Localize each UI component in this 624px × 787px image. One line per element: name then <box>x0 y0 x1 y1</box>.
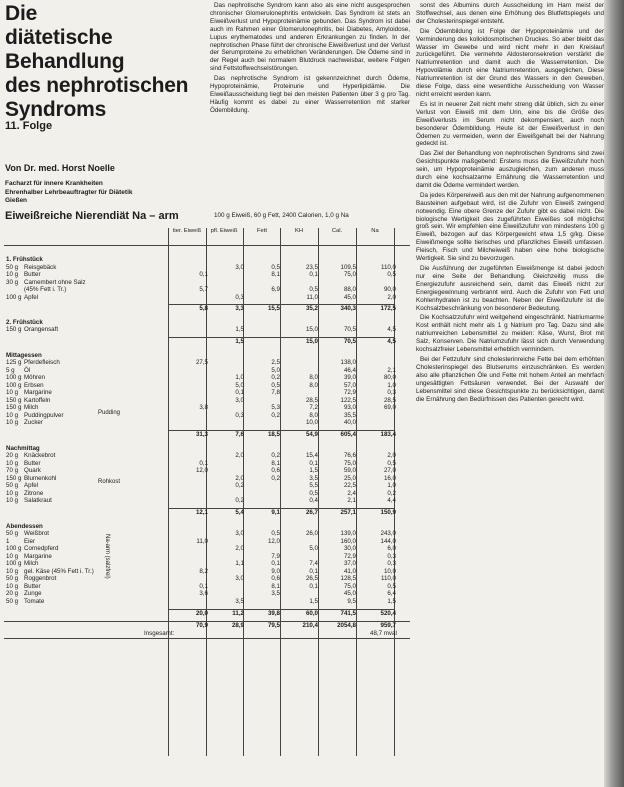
table-cell: 0,2 <box>271 411 280 419</box>
column-header: KH <box>294 228 304 234</box>
food-name: Öl <box>24 366 31 374</box>
affiliation-line: Facharzt für innere Krankheiten <box>5 180 103 187</box>
table-cell: 11,0 <box>306 293 318 301</box>
quantity: 50 g <box>6 575 19 583</box>
quantity: 10 g <box>6 497 19 505</box>
table-cell: 75,0 <box>343 271 356 279</box>
paragraph: Bei der Fettzufuhr sind cholesterinreiche Fette bei dem erhöhten Cholesterinspiegel des Blutserums einzuschränken. Es werden also alle pflanzlichen Öle und Fette mit hohem Anteil an mehrfach ungesättigten Fettsäuren verwendet. Bei der Auswahl der Lebensmittel sind diese Gesichtspunkte zu berücksichtigen, damit die Ernährung den Bedürfnissen des Patienten gerecht wird. <box>416 355 604 403</box>
table-cell: 9,0 <box>271 567 280 575</box>
author-line: Von Dr. med. Horst Noelle <box>5 163 115 173</box>
quantity: 100 g <box>6 545 22 553</box>
table-cell: 520,4 <box>380 609 396 617</box>
food-name: Tomate <box>24 598 45 605</box>
table-cell: 183,4 <box>380 431 396 438</box>
table-cell: 3,0 <box>235 575 244 583</box>
table-cell: 0,2 <box>271 452 280 460</box>
table-row <box>4 338 410 346</box>
table-cell: 75,0 <box>343 582 356 590</box>
table-cell: 5,0 <box>235 381 244 389</box>
table-cell: 80,0 <box>383 374 396 382</box>
food-name: Salatkraut <box>24 497 52 505</box>
quantity: 10 g <box>6 567 19 575</box>
table-cell: 1,5 <box>309 467 318 475</box>
table-cell: 8,1 <box>271 582 280 590</box>
paragraph: Die Ödembildung ist Folge der Hypoproteinämie und der Verminderung des kolloidosmotischen Druckes. So aber bleibt das Wasser im Gewebe und wird nicht mehr in den Kreislauf zurückgeführt. Die vermehrte Aldosteronsekretion verstärkt die Natriumretention und damit auch die Wasserretention. Die Hypovolämie durch eine Natriumretention, ausgeglichen, Diese Natriumretention ist der Grund des Wassers in den Geweben, diese Folge, dass eine wesentliche Ausscheidung von Wasser nicht erreicht werden kann. <box>416 27 604 98</box>
table-cell: 20,0 <box>195 609 208 617</box>
table-cell: 35,5 <box>343 411 356 419</box>
table-cell: 0,2 <box>235 497 244 505</box>
quantity: 5 g <box>6 366 15 374</box>
food-name: Zucker <box>24 419 43 427</box>
food-name: Puddingpulver <box>24 411 64 419</box>
table-cell: 110,0 <box>380 575 396 583</box>
food-name: Butter <box>24 459 41 467</box>
quantity: 100 g <box>6 560 22 568</box>
table-cell: 144,0 <box>380 537 396 545</box>
food-name: Weißbrot <box>24 530 49 538</box>
table-cell: 0,6 <box>271 467 280 475</box>
table-cell: 139,0 <box>340 530 356 538</box>
table-cell: 128,5 <box>340 575 356 583</box>
food-name: Margarine <box>24 552 52 560</box>
table-row <box>4 509 410 517</box>
table-cell: 26,0 <box>305 530 318 538</box>
quantity: 10 g <box>6 419 19 427</box>
food-name: Zitrone <box>24 489 44 497</box>
table-cell: 0,2 <box>235 482 244 490</box>
table-cell: 6,0 <box>387 545 396 553</box>
quantity: 125 g <box>6 359 22 367</box>
table-cell: 12,0 <box>267 537 280 545</box>
table-cell: 28,5 <box>383 396 396 404</box>
table-row <box>4 305 410 313</box>
table-cell: 72,9 <box>343 552 356 560</box>
table-bottom-rule <box>4 638 410 639</box>
table-cell: 340,3 <box>340 305 356 313</box>
table-cell: 76,6 <box>343 452 356 460</box>
meal-title: Mittagessen <box>6 351 42 359</box>
quantity: 150 g <box>6 326 22 334</box>
table-cell: 9,1 <box>271 508 280 516</box>
meal-title: 2. Frühstück <box>6 318 43 326</box>
table-cell: 0,1 <box>309 271 318 279</box>
table-cell: 7,4 <box>309 560 318 568</box>
table-cell: 0,1 <box>199 459 208 467</box>
meal-title: Nachmittag <box>6 444 40 452</box>
food-name: Camembert ohne Salz <box>24 278 86 286</box>
table-cell: 79,5 <box>267 622 280 630</box>
table-cell: 160,0 <box>340 537 356 545</box>
title-line: des nephrotischen <box>5 74 189 97</box>
table-cell: 0,5 <box>309 489 318 497</box>
table-cell: 2054,8 <box>337 622 356 630</box>
table-cell: 8,1 <box>271 459 280 467</box>
quantity: 30 g <box>6 278 19 286</box>
author-affiliation <box>5 180 205 206</box>
table-cell: 1,5 <box>235 326 244 334</box>
table-cell: 75,0 <box>343 459 356 467</box>
table-cell: 0,2 <box>387 489 396 497</box>
quantity: 10 g <box>6 552 19 560</box>
column-header: Na <box>371 228 379 234</box>
food-name: Pferdefleisch <box>24 359 60 367</box>
table-cell: 3,5 <box>235 598 244 605</box>
table-cell: 4,4 <box>387 497 396 505</box>
table-cell: 28,9 <box>231 622 244 630</box>
table-cell: 3,8 <box>199 404 208 412</box>
table-cell: 8,1 <box>271 271 280 279</box>
food-name: Erbsen <box>24 381 44 389</box>
table-cell: 5,4 <box>235 508 244 516</box>
food-name: Möhren <box>24 374 45 382</box>
title-line: diätetische Behandlung <box>5 26 125 73</box>
table-cell: 150,9 <box>380 508 396 516</box>
food-name: Milch <box>24 560 39 568</box>
quantity: 10 g <box>6 459 19 467</box>
table-cell: 3,3 <box>235 305 244 313</box>
bracket-label: Rohkost <box>98 478 121 485</box>
table-cell: 26,5 <box>305 575 318 583</box>
quantity: 70 g <box>6 467 19 475</box>
table-cell: 5,8 <box>199 305 208 313</box>
table-cell: 257,1 <box>340 508 356 516</box>
food-name: Apfel <box>24 293 39 301</box>
column-header: Fett <box>257 228 267 234</box>
page-edge <box>604 0 624 787</box>
table-cell: 5,7 <box>199 286 208 294</box>
table-cell: 40,0 <box>343 419 356 427</box>
table-cell: 72,9 <box>343 389 356 397</box>
table-cell: 57,0 <box>343 381 356 389</box>
table-cell: 0,1 <box>309 567 318 575</box>
table-cell: 2,0 <box>235 474 244 482</box>
table-cell: 7,6 <box>235 431 244 438</box>
food-name: Eier <box>24 537 36 545</box>
paragraph: Es ist in neuerer Zeit nicht mehr streng diät üblich, sich zu einer Verlust von Eiweiß mit dem Urin, eine bis die Größe des Eiweißverlusts im Serum nicht dekompensiert, auch noch besonderer Ödembildung. Heute ist der Eiweißverlust in den Ödemen zu vermeiden, wenn der Eiweißgehalt bei der Nahrung gedeckt ist. <box>416 100 604 148</box>
table-row <box>4 598 410 606</box>
table-cell: 31,3 <box>195 431 208 438</box>
table-cell: 2,0 <box>235 545 244 553</box>
table-cell: 2,1 <box>387 366 396 374</box>
table-row <box>4 610 410 618</box>
table-cell: 18,5 <box>267 431 280 438</box>
table-cell: 0,1 <box>271 560 280 568</box>
quantity: 150 g <box>6 474 22 482</box>
title-line: Die <box>5 2 38 25</box>
table-cell: 0,3 <box>387 552 396 560</box>
table-cell: 122,5 <box>340 396 356 404</box>
table-cell: 0,1 <box>199 582 208 590</box>
table-cell: 0,6 <box>271 575 280 583</box>
table-cell: 2,1 <box>347 497 356 505</box>
table-cell: 70,9 <box>195 622 208 630</box>
table-cell: 22,5 <box>343 482 356 490</box>
table-cell: 7,2 <box>309 404 318 412</box>
table-cell: 2,0 <box>235 452 244 460</box>
table-heading: Eiweißreiche Nierendiät Na – arm <box>5 210 179 222</box>
table-cell: 605,4 <box>340 431 356 438</box>
table-cell: 741,5 <box>340 609 356 617</box>
table-cell: 15,4 <box>305 452 318 460</box>
quantity: 150 g <box>6 404 22 412</box>
table-cell: 39,8 <box>267 609 280 617</box>
table-cell: 16,0 <box>383 474 396 482</box>
table-cell: 25,0 <box>343 474 356 482</box>
table-cell: 15,0 <box>305 326 318 334</box>
table-cell: 210,4 <box>302 622 318 630</box>
table-row <box>4 294 410 302</box>
table-cell: 1,1 <box>235 560 244 568</box>
table-cell: 3,0 <box>235 396 244 404</box>
table-cell: 2,4 <box>347 489 356 497</box>
table-cell: 90,0 <box>383 286 396 294</box>
paragraph: Das nephrotische Syndrom kann also als eine nicht ausgesprochen chronischer Glomerulonephritis entwickeln. Das Syndrom ist stets an Eiweißverlust und Hypoproteinämie gebunden. Das Syndrom ist dabei auch im Rahmen einer Glomerulonephritis, bei Diabetes, Amyloidose, Lupus erythematodes und anderen Erkrankungen zu finden. In der nephrotischen Phase führt der chronische Eiweißverlust und der Verlust der Serumproteine zu erheblichen Veränderungen. Die Ödeme sind in der Regel auch bei normalem Blutdruck nachweisbar, weitere Folgen sind Fettstoffwechselstörungen. <box>210 2 410 73</box>
table-cell: 26,7 <box>305 508 318 516</box>
quantity: 100 g <box>6 381 22 389</box>
table-cell: 8,0 <box>309 381 318 389</box>
table-cell: 11,2 <box>232 609 244 617</box>
quantity: 100 g <box>6 374 22 382</box>
table-cell: 10,0 <box>305 419 318 427</box>
table-cell: 45,0 <box>343 590 356 598</box>
quantity: 1 <box>6 537 10 545</box>
food-name: Blumenkohl <box>24 474 57 482</box>
table-cell: 0,2 <box>271 374 280 382</box>
table-cell: 5,3 <box>271 404 280 412</box>
food-name: Margarine <box>24 389 52 397</box>
table-cell: 0,5 <box>271 530 280 538</box>
table-cell: 0,1 <box>309 459 318 467</box>
table-cell: 46,4 <box>343 366 356 374</box>
table-cell: 5,5 <box>309 482 318 490</box>
table-cell: 1,0 <box>387 381 396 389</box>
table-cell: 35,2 <box>305 305 318 313</box>
table-cell: 1,0 <box>387 482 396 490</box>
food-name: gel. Käse (45% Fett i. Tr.) <box>24 567 94 575</box>
table-cell: 27,0 <box>383 467 396 475</box>
table-cell: 8,0 <box>309 411 318 419</box>
table-cell: 0,3 <box>235 411 244 419</box>
table-cell: 8,2 <box>199 567 208 575</box>
table-cell: 4,5 <box>387 326 396 334</box>
quantity: 150 g <box>6 396 22 404</box>
table-cell: 41,0 <box>343 567 356 575</box>
food-name: Milch <box>24 404 39 412</box>
table-cell: 3,6 <box>199 590 208 598</box>
table-cell: 8,0 <box>309 374 318 382</box>
table-cell: 23,5 <box>305 263 318 271</box>
table-cell: 3,0 <box>235 530 244 538</box>
affiliation-line: Gießen <box>5 197 28 204</box>
paragraph: Die Ausführung der zugeführten Eiweißmenge ist dabei jedoch nur eine Seite der Behandlung. Gleichzeitig muss die Energiezufuhr ausreichend sein, damit das Eiweiß nicht zur Energiegewinnung verbrannt wird. Auch die Zufuhr von Fett und Kohlenhydraten ist zu beachten. Neben der Eiweißzufuhr ist die Kochsalzbeschränkung von besonderer Bedeutung. <box>416 265 604 312</box>
quantity: 20 g <box>6 452 19 460</box>
table-cell: 0,5 <box>387 459 396 467</box>
table-cell: 1,5 <box>387 598 396 605</box>
table-cell: 60,0 <box>305 609 318 617</box>
table-cell: 0,2 <box>271 474 280 482</box>
table-cell: 39,0 <box>343 374 356 382</box>
table-cell: 3,5 <box>271 590 280 598</box>
table-cell: 37,0 <box>343 560 356 568</box>
table-cell: 30,0 <box>343 545 356 553</box>
table-cell: 2,0 <box>387 452 396 460</box>
table-cell: 0,1 <box>309 582 318 590</box>
column-header: pfl. Eiweiß <box>210 228 238 234</box>
table-cell: 45,0 <box>343 293 356 301</box>
table-cell: 10,0 <box>383 567 396 575</box>
table-cell: 1,5 <box>235 337 244 345</box>
table-cell: 0,3 <box>235 293 244 301</box>
quantity: 10 g <box>6 389 19 397</box>
column-header: tier. Eiweiß <box>172 228 202 234</box>
title-line: Syndroms <box>5 98 107 121</box>
food-name: Roggenbrot <box>24 575 57 583</box>
column-header: Cal. <box>331 228 343 234</box>
table-cell: 2,0 <box>387 293 396 301</box>
table-cell: 1,0 <box>235 374 244 382</box>
table-cell: 3,5 <box>309 474 318 482</box>
paragraph: sonst des Albumins durch Ausscheidung im Harn meist der Stoffwechsel, aus denen eine Erhöhung des Blutfettspiegels und der Cholesterinspiegel entsteht. <box>416 2 604 25</box>
quantity: 10 g <box>6 582 19 590</box>
table-cell: 5,0 <box>271 366 280 374</box>
table-cell: 1,5 <box>309 598 318 605</box>
table-row <box>4 431 410 439</box>
quantity: 100 g <box>6 293 22 301</box>
table-cell: 0,1 <box>235 389 244 397</box>
table-cell: 6,9 <box>271 286 280 294</box>
quantity: 10 g <box>6 271 19 279</box>
food-name: Zunge <box>24 590 42 598</box>
text-column-3 <box>416 2 604 787</box>
table-cell: 2,5 <box>271 359 280 367</box>
table-cell: 12,0 <box>195 467 208 475</box>
bracket-label: Pudding <box>98 410 121 417</box>
table-cell: 4,5 <box>387 337 396 345</box>
food-name: Apfel <box>24 482 39 490</box>
food-name: Knäckebrot <box>24 452 56 460</box>
table-row <box>4 326 410 334</box>
table-cell: 959,7 <box>380 622 396 630</box>
paragraph: Das Ziel der Behandlung von nephrotischen Syndroms sind zwei Gesichtspunkte maßgebend: Erstens muss die Eiweißzufuhr hoch sein, um Hypoproteinämie auszugleichen, zum anderen muss durch eine kochsalzarme Ernährung die Wasserretention und damit die Ödeme vermindert werden. <box>416 150 604 189</box>
table-cell: 11,0 <box>196 537 208 545</box>
table-cell: 109,5 <box>340 263 356 271</box>
table-cell: 0,3 <box>387 389 396 397</box>
table-cell: 70,5 <box>343 326 356 334</box>
table-cell: 0,4 <box>309 497 318 505</box>
table-cell: 9,5 <box>347 598 356 605</box>
table-cell: 0,5 <box>309 286 318 294</box>
table-row <box>4 419 410 427</box>
table-cell: 0,3 <box>387 560 396 568</box>
quantity: 50 g <box>6 482 19 490</box>
table-cell: 243,0 <box>380 530 396 538</box>
paragraph: Da jedes Körpereiweiß aus den mit der Nahrung aufgenommenen Bausteinen aufgebaut wird, ist die Zufuhr von Eiweiß zwingend notwendig. Eine obere Grenze der Zufuhr gibt es dabei nicht. Die biologische Wertigkeit des zugeführten Eiweißes soll möglichst groß sein. Wir empfehlen eine Eiweißzufuhr von mindestens 100 g Eiweiß, bezogen auf das Körpergewicht etwa 1,5 g/kg. Diese Eiweißmenge sollte tierisches und pflanzliches Eiweiß umfassen. Fleisch, Fisch und Milcheiweiß haben eine hohe biologische Wertigkeit. Sie sind zu bevorzugen. <box>416 191 604 263</box>
food-name: (45% Fett i. Tr.) <box>24 286 67 294</box>
paragraph: Das nephrotische Syndrom ist gekennzeichnet durch Ödeme, Hypoproteinämie, Proteinurie und Hyperlipidämie. Die Eiweißausscheidung liegt bei den meisten Patienten über 3 g pro Tag. Häufig kommt es dabei zu einer Wasserretention mit starker Ödembildung. <box>210 75 410 114</box>
table-cell: 54,9 <box>305 431 318 438</box>
table-cell: 15,0 <box>305 337 318 345</box>
affiliation-line: Ehrenhalber Lehrbeauftragter für Diätetik <box>5 188 133 196</box>
table-row <box>4 630 410 638</box>
table-cell: 172,5 <box>380 305 396 313</box>
table-cell: 27,5 <box>195 359 208 367</box>
table-cell: 0,5 <box>387 582 396 590</box>
side-label: Na-arm (salzfrei) <box>104 534 110 579</box>
food-name: Quark <box>24 467 41 475</box>
table-cell: 88,0 <box>343 286 356 294</box>
table-cell: 0,5 <box>387 271 396 279</box>
table-cell: 70,5 <box>343 337 356 345</box>
quantity: 10 g <box>6 489 19 497</box>
table-cell: 12,1 <box>195 508 208 516</box>
quantity: 50 g <box>6 598 19 605</box>
quantity: 50 g <box>6 530 19 538</box>
paragraph: Die Kochsalzzufuhr wird weitgehend eingeschränkt. Natriumarme Kost enthält nicht mehr als 1 g Natrium pro Tag. Dazu sind alle natriumreichen Lebensmittel zu meiden: Käse, Wurst, Brot mit Salz, Konserven. Die Natriumzufuhr lässt sich durch Verwendung kochsalzfreier Lebensmittel erheblich vermindern. <box>416 314 604 354</box>
quantity: 50 g <box>6 263 19 271</box>
food-name: Butter <box>24 582 41 590</box>
meal-title: Abendessen <box>6 522 43 530</box>
table-cell: 15,5 <box>267 305 280 313</box>
table-cell: 7,8 <box>271 389 280 397</box>
part-number: 11. Folge <box>5 120 53 132</box>
table-cell: 0,1 <box>199 271 208 279</box>
text-column-2 <box>210 2 410 207</box>
quantity: 10 g <box>6 411 19 419</box>
table-cell: 69,0 <box>383 404 396 412</box>
food-name: Cornedpferd <box>24 545 59 553</box>
table-cell: 48,7 mval <box>370 629 397 637</box>
quantity: 20 g <box>6 590 19 598</box>
header-rule <box>4 245 410 246</box>
grand-total-label: Insgesamt: <box>144 629 175 637</box>
meal-title: 1. Frühstück <box>6 256 43 263</box>
article-title <box>5 2 200 122</box>
table-subheading: 100 g Eiweiß, 60 g Fett, 2400 Calorien, 1,0 g Na <box>214 212 349 219</box>
table-cell: 110,0 <box>380 263 396 271</box>
food-name: Butter <box>24 271 41 279</box>
food-name: Reisgebäck <box>24 263 57 271</box>
table-row <box>4 497 410 505</box>
table-cell: 93,0 <box>343 404 356 412</box>
table-cell: 0,5 <box>271 381 280 389</box>
food-name: Kartoffeln <box>24 396 51 404</box>
table-cell: 7,9 <box>271 552 280 560</box>
table-cell: 0,5 <box>271 263 280 271</box>
table-cell: 138,0 <box>340 359 356 367</box>
food-name: Orangensaft <box>24 326 59 334</box>
table-cell: 28,5 <box>305 396 318 404</box>
table-cell: 5,0 <box>309 545 318 553</box>
table-cell: 59,0 <box>343 467 356 475</box>
table-cell: 6,4 <box>387 590 396 598</box>
table-cell: 3,0 <box>235 263 244 271</box>
